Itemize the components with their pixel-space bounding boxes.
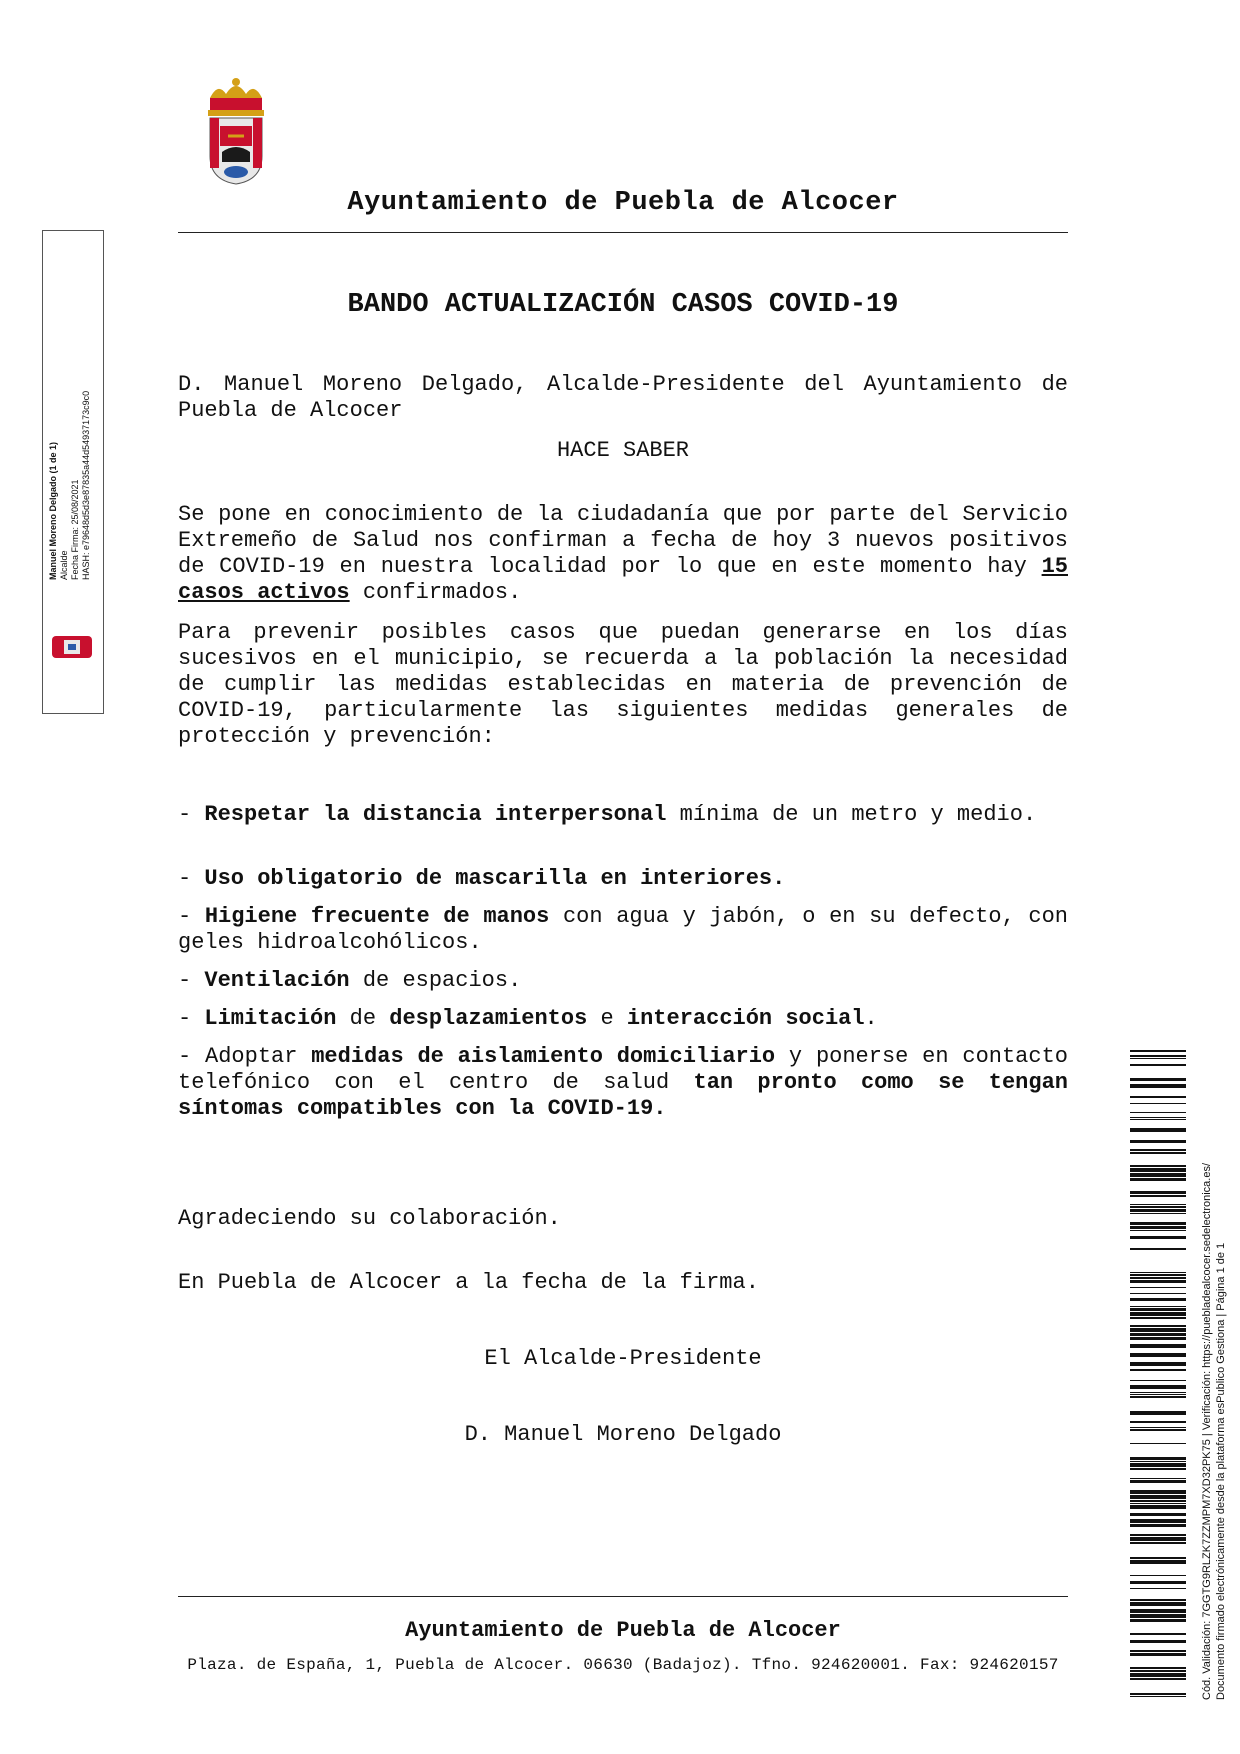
intro-paragraph: D. Manuel Moreno Delgado, Alcalde-Presidente del Ayuntamiento de Puebla de Alcocer [178, 372, 1068, 423]
signature-name: D. Manuel Moreno Delgado [464, 1422, 782, 1447]
footer-title: Ayuntamiento de Puebla de Alcocer [405, 1618, 841, 1643]
header-divider [178, 232, 1068, 233]
list-item: - Ventilación de espacios. [178, 968, 522, 993]
footer-divider [178, 1596, 1068, 1597]
list-item: - Higiene frecuente de manos con agua y jabón, o en su defecto, con geles hidroalcohólicos. [178, 904, 1068, 955]
verification-text: Cód. Validación: 7GGTG9RLZK7ZZMPM7XD32PK75 | Verificación: https://puebladealcocer.sedelectronica.es/ Documento firmado electrónicamente desde la plataforma esPublico Gestiona | Página 1 de 1 [1201, 1162, 1227, 1700]
page-title: BANDO ACTUALIZACIÓN CASOS COVID-19 [347, 290, 899, 320]
place-date-line: En Puebla de Alcocer a la fecha de la firma. [178, 1270, 759, 1295]
list-item: - Limitación de desplazamientos e interacción social. [178, 1006, 878, 1031]
crown-icon [208, 78, 264, 116]
list-item: - Adoptar medidas de aislamiento domiciliario y ponerse en contacto telefónico con el centro de salud tan pronto como se tengan síntomas compatibles con la COVID-19. [178, 1044, 1068, 1121]
paragraph-cases: Se pone en conocimiento de la ciudadanía que por parte del Servicio Extremeño de Salud nos confirman a fecha de hoy 3 nuevos positivos de COVID-19 en nuestra localidad por lo que en este momento hay 15 casos activos confirmados. [178, 502, 1068, 605]
hace-saber: HACE SABER [556, 438, 690, 463]
footer-address: Plaza. de España, 1, Puebla de Alcocer. 06630 (Badajoz). Tfno. 924620001. Fax: 924620157 [187, 1656, 1059, 1674]
list-item: - Uso obligatorio de mascarilla en interiores. [178, 866, 786, 891]
signature-stamp-text: Manuel Moreno Delgado (1 de 1) Alcalde Fecha Firma: 25/08/2021 HASH: e79648d5d3e87835a44d54937173c9c0 [48, 390, 91, 580]
barcode-icon [1130, 1050, 1186, 1700]
paragraph-prevention: Para prevenir posibles casos que puedan generarse en los días sucesivos en el municipio, se recuerda a la población la necesidad de cumplir las medidas establecidas en materia de prevención de COVID-19, particularmente las siguientes medidas generales de protección y prevención: [178, 620, 1068, 749]
active-cases-highlight: 15 casos activos [178, 554, 1068, 605]
coat-of-arms-logo [200, 76, 272, 186]
thanks-line: Agradeciendo su colaboración. [178, 1206, 561, 1231]
header-title: Ayuntamiento de Puebla de Alcocer [347, 188, 899, 218]
list-item: - Respetar la distancia interpersonal mínima de un metro y medio. [178, 802, 1037, 827]
stamp-crest-icon [50, 632, 94, 662]
signature-role: El Alcalde-Presidente [484, 1346, 762, 1371]
